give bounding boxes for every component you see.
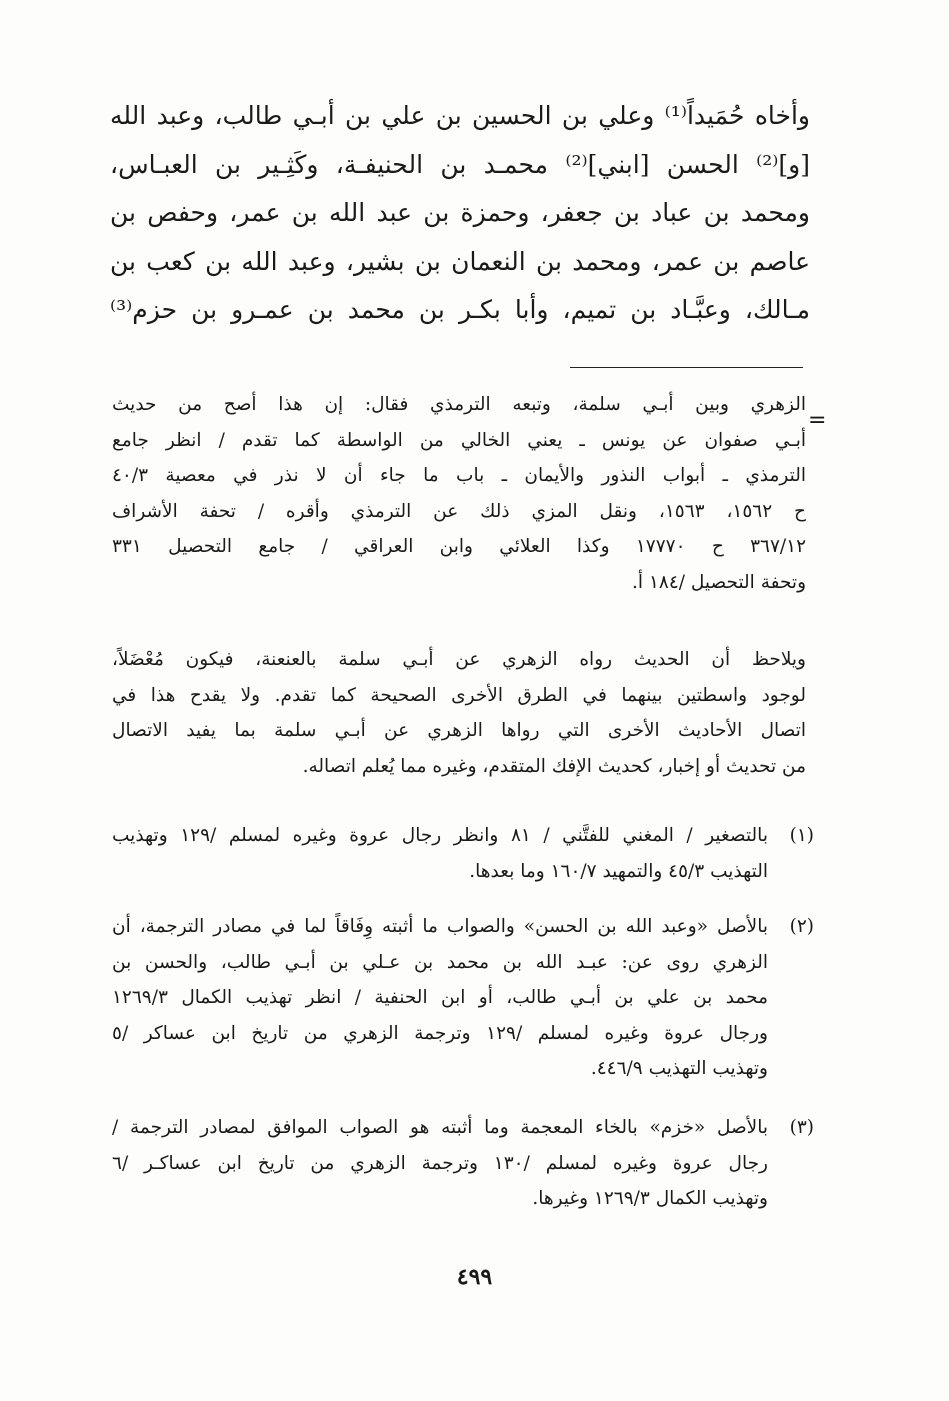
- footnote-line: رجال عروة وغيره لمسلم /١٣٠ وترجمة الزهري من تاريخ ابن عساكـر /٦: [112, 1152, 768, 1174]
- note-line: ٣٦٧/١٢ ح ١٧٧٧٠ وكذا العلائي وابن العراقي / جامع التحصيل ٣٣١: [112, 536, 807, 557]
- footnote-line: محمد بن علي بن أبـي طالب، أو ابن الحنفية / انظر تهذيب الكمال ١٢٦٩/٣: [112, 987, 768, 1008]
- note-line: وتحفة التحصيل /١٨٤ أ.: [632, 571, 806, 593]
- note-line: من تحديث أو إخبار، كحديث الإفك المتقدم، وغيره مما يُعلم اتصاله.: [302, 755, 806, 777]
- remark-note: [112, 642, 806, 784]
- footnote-number: (١): [789, 825, 814, 846]
- footnote-line: بالتصغير / المغني للفتَّني / ٨١ وانظر رجال عروة وغيره لمسلم /١٢٩ وتهذيب: [112, 825, 768, 846]
- footnote-line: بالأصل «خزم» بالخاء المعجمة وما أثبته هو الصواب الموافق لمصادر الترجمة /: [112, 1117, 768, 1138]
- footnote-separator: [570, 367, 803, 368]
- main-text-line: ومحمد بن عباد بن جعفر، وحمزة بن عبد الله بن عمر، وحفص بن: [110, 198, 810, 227]
- main-text-line: مـالك، وعبَّـاد بن تميم، وأبا بكـر بن محمد بن عمـرو بن حزم⁽³⁾: [110, 295, 810, 324]
- note-line: ويلاحظ أن الحديث رواه الزهري عن أبـي سلمة بالعنعنة، فيكون مُعْضَلاً،: [112, 649, 806, 670]
- footnote-number: (٣): [789, 1117, 814, 1138]
- footnote-line: بالأصل «وعبد الله بن الحسن» والصواب ما أثبته وِفَاقاً لما في مصادر الترجمة، أن: [112, 916, 768, 937]
- footnote-line: ورجال عروة وغيره لمسلم /١٢٩ وترجمة الزهري من تاريخ ابن عساكر /٥: [112, 1022, 768, 1044]
- footnote-line: التهذيب ٤٥/٣ والتمهيد ١٦٠/٧ وما بعدها.: [469, 860, 768, 882]
- main-text-line: عاصم بن عمر، ومحمد بن النعمان بن بشير، وعبد الله بن كعب بن: [110, 246, 810, 276]
- note-line: لوجود واسطتين بينهما في الطرق الأخرى الصحيحة كما تقدم. ولا يقدح هذا في: [112, 684, 806, 706]
- footnote-number: (٢): [789, 916, 814, 937]
- main-text: [110, 92, 810, 335]
- continuation-note: [112, 387, 806, 600]
- note-line: الزهري وبين أبـي سلمة، وتبعه الترمذي فقال: إن هذا أصح من حديث: [112, 394, 806, 415]
- page-number: ٤٩٩: [456, 1264, 493, 1290]
- note-line: الترمذي ـ أبواب النذور والأيمان ـ باب ما جاء أن لا نذر في معصية ٤٠/٣: [112, 465, 806, 486]
- footnote-line: وتهذيب الكمال ١٢٦٩/٣ وغيرها.: [532, 1188, 768, 1209]
- main-text-line: [و]⁽²⁾ الحسن [ابني]⁽²⁾ محمـد بن الحنيفـة، وكَثِـير بن العبـاس،: [110, 149, 810, 179]
- main-text-line: وأخاه حُمَيداً⁽¹⁾ وعلي بن الحسين بن علي بن أبـي طالب، وعبد الله: [110, 101, 811, 130]
- footnote-2: [112, 909, 814, 1087]
- continuation-mark: =: [808, 408, 827, 433]
- note-line: اتصال الأحاديث الأخرى التي رواها الزهري عن أبـي سلمة بما يفيد الاتصال: [112, 720, 806, 741]
- footnote-line: وتهذيب التهذيب ٤٤٦/٩.: [590, 1058, 768, 1079]
- note-line: أبـي صفوان عن يونس ـ يعني الخالي من الواسطة كما تقدم / انظر جامع: [112, 429, 806, 451]
- footnote-line: الزهري روى عن: عبـد الله بن محمد بن عـلي بن أبـي طالب، والحسن بن: [112, 951, 768, 973]
- footnote-1: [112, 818, 814, 889]
- footnote-3: [112, 1110, 814, 1217]
- note-line: ح ١٥٦٢، ١٥٦٣، ونقل المزي ذلك عن الترمذي وأقره / تحفة الأشراف: [112, 500, 806, 522]
